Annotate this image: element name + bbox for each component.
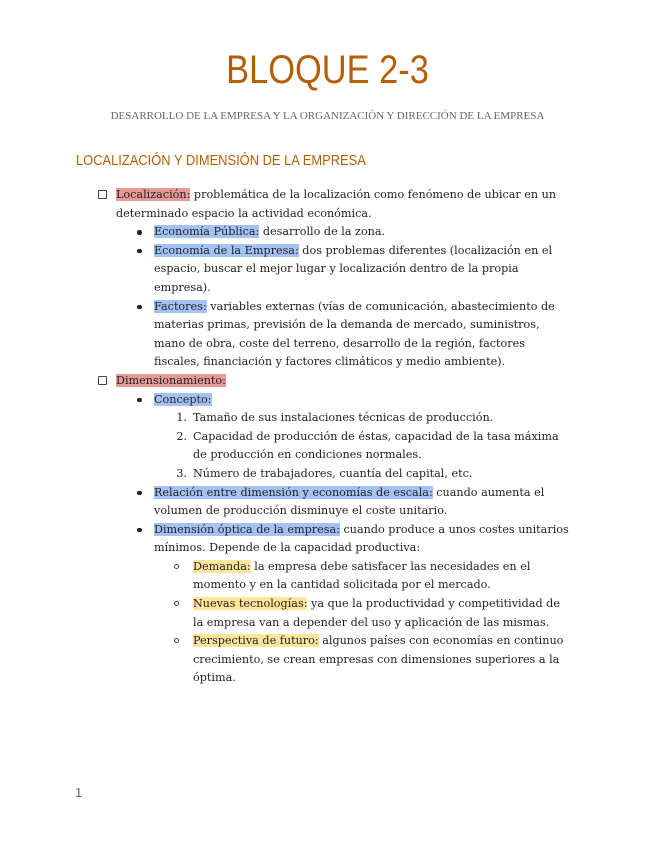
item-text: la empresa debe satisfacer las necesidades en el momento y en la cantidad solicitada por el mercado. — [193, 559, 531, 592]
term-label: Perspectiva de futuro: — [193, 634, 319, 648]
document-subtitle: DESARROLLO DE LA EMPRESA Y LA ORGANIZACIÓN Y DIRECCIÓN DE LA EMPRESA — [110, 110, 545, 122]
page-number: 1 — [75, 785, 83, 800]
sub-bullet-item — [0, 595, 655, 632]
item-text: Número de trabajadores, cuantía del capital, etc. — [193, 466, 473, 480]
bullet-item — [0, 484, 655, 521]
term-label: Economía de la Empresa: — [154, 243, 299, 257]
term-label: Dimensión óptica de la empresa: — [154, 522, 340, 536]
term-label: Concepto: — [154, 392, 212, 406]
bullet-circle-icon — [174, 601, 179, 606]
sub-bullet-item — [0, 558, 655, 595]
bullet-item — [0, 298, 655, 372]
item-text: problemática de la localización como fenómeno de ubicar en un determinado espacio la actividad económica. — [116, 188, 557, 220]
term-label: Nuevas tecnologías: — [193, 597, 308, 611]
term-label: Economía Pública: — [154, 225, 260, 239]
bullet-circle-icon — [174, 564, 179, 569]
section-heading: LOCALIZACIÓN Y DIMENSIÓN DE LA EMPRESA — [76, 152, 366, 169]
bullet-circle-icon — [174, 638, 179, 643]
document-title: BLOQUE 2-3 — [226, 48, 429, 92]
bullet-dot-icon — [137, 249, 142, 254]
item-text: ya que la productividad y competitividad de la empresa van a depender del uso y aplicación de las mismas. — [193, 597, 560, 629]
term-label: Dimensionamiento: — [116, 373, 226, 387]
sub-bullet-item — [0, 632, 655, 688]
item-text: desarrollo de la zona. — [259, 225, 386, 239]
item-text: Tamaño de sus instalaciones técnicas de producción. — [193, 411, 494, 425]
bullet-dot-icon — [137, 398, 142, 403]
bullet-item — [0, 242, 655, 298]
checkbox-icon[interactable] — [98, 376, 107, 385]
list-number: 1. — [176, 411, 187, 425]
list-number: 3. — [176, 466, 187, 480]
bullet-dot-icon — [137, 528, 142, 533]
document-body — [0, 186, 655, 688]
item-text: variables externas (vías de comunicación, abastecimiento de materias primas, previsión de la demanda de mercado, suministros, mano de obra, coste del terreno, desarrollo de la región, factores fiscales, financiación y factores climáticos y medio ambiente). — [154, 299, 555, 369]
term-label: Relación entre dimensión y economías de escala: — [154, 485, 433, 499]
bullet-item — [0, 521, 655, 558]
checklist-item-dimensionamiento — [0, 372, 655, 391]
list-number: 2. — [176, 429, 187, 443]
bullet-dot-icon — [137, 305, 142, 310]
bullet-item — [0, 223, 655, 242]
item-text: cuando produce a unos costes unitarios mínimos. Depende de la capacidad productiva: — [154, 522, 569, 555]
term-label: Factores: — [154, 299, 207, 313]
item-text: Capacidad de producción de éstas, capacidad de la tasa máxima de producción en condiciones normales. — [193, 429, 559, 462]
checkbox-icon[interactable] — [98, 190, 107, 199]
item-text: cuando aumenta el volumen de producción disminuye el coste unitario. — [154, 485, 545, 518]
checklist-item-localizacion — [0, 186, 655, 223]
numbered-item — [0, 428, 655, 465]
term-label: Demanda: — [193, 559, 251, 573]
item-text: dos problemas diferentes (localización en el espacio, buscar el mejor lugar y localización dentro de la propia empresa). — [154, 243, 553, 294]
numbered-item — [0, 465, 655, 484]
bullet-dot-icon — [137, 230, 142, 235]
bullet-item — [0, 391, 655, 410]
item-text: algunos países con economías en continuo crecimiento, se crean empresas con dimensiones superiores a la óptima. — [193, 634, 564, 685]
bullet-dot-icon — [137, 491, 142, 496]
numbered-item — [0, 409, 655, 428]
term-label: Localización: — [116, 188, 191, 201]
